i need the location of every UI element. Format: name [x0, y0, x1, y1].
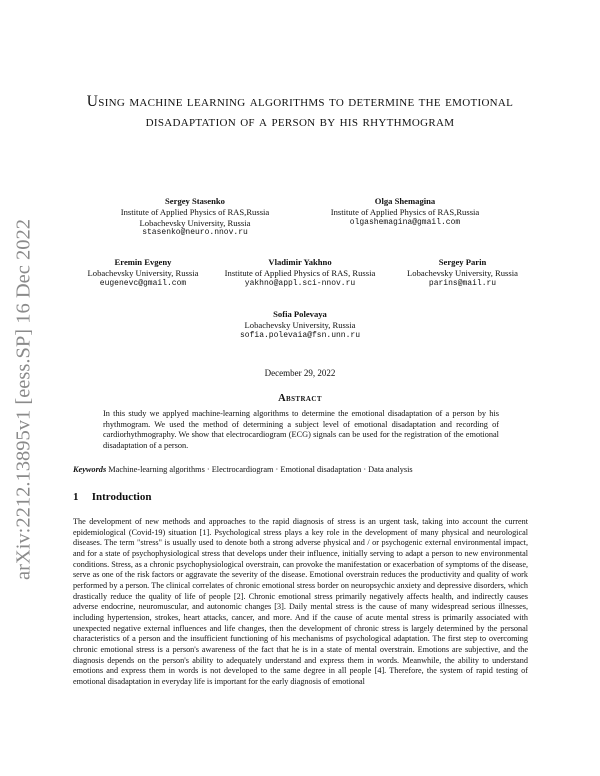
author-affiliation: Lobachevsky University, Russia — [87, 267, 199, 278]
keywords-label: Keywords — [73, 465, 107, 474]
author-name: Eremin Evgeny — [114, 257, 172, 267]
author-affiliation: Institute of Applied Physics of RAS, Russia — [224, 267, 376, 278]
author-email[interactable]: sofia.polevaia@fsn.unn.ru — [239, 330, 361, 340]
author-affiliation: Institute of Applied Physics of RAS,Russia — [330, 206, 480, 217]
author-name: Sofia Polevaya — [273, 309, 327, 319]
author-email[interactable]: parins@mail.ru — [428, 278, 497, 288]
abstract-text: In this study we applyed machine-learning algorithms to determine the emotional disadaptation of a person by his rhythmogram. We used the method of determining a subject level of emotional disadaptation and recording of cardiorhythmography. We show that electrocardiogram (ECG) signals can be used for the registration of the emotional disadaptation of a person. — [103, 409, 499, 450]
author-name: Sergey Stasenko — [165, 196, 225, 206]
author-name: Olga Shemagina — [374, 196, 436, 206]
author-block — [390, 257, 535, 289]
author-name: Vladimir Yakhno — [268, 257, 332, 267]
author-email[interactable]: yakhno@appl.sci-nnov.ru — [244, 278, 356, 288]
keywords-text: Machine-learning algorithms · Electrocardiogram · Emotional disadaptation · Data analysis — [108, 465, 413, 474]
section-number: 1 — [73, 491, 79, 503]
author-block — [220, 309, 380, 341]
author-email[interactable]: olgashemagina@gmail.com — [349, 217, 461, 227]
paper-date: December 29, 2022 — [264, 368, 336, 378]
author-affiliation: Lobachevsky University, Russia — [407, 267, 518, 278]
paper-title: Using machine learning algorithms to determine the emotional disadaptation of a person by his rhythmogram — [86, 93, 514, 130]
abstract-heading: Abstract — [278, 393, 322, 404]
author-affiliation: Institute of Applied Physics of RAS,Russia — [120, 206, 270, 217]
author-name: Sergey Parin — [438, 257, 487, 267]
keywords-line — [73, 465, 533, 474]
author-block — [95, 196, 295, 239]
author-affiliation: Lobachevsky University, Russia — [244, 319, 356, 330]
introduction-paragraph: The development of new methods and approaches to the rapid diagnosis of stress is an urgent task, taking into account the current epidemiological (Covid-19) situation [1]. Psychological stress plays a key role in the development of many physical and neurological diseases. The term "stress" is usually used to denote both a strong adverse physical and / or psychogenic external environmental impact, and for a state of psychophysiological stress that develops under their influence, initially serving to adapt a person to new environmental conditions. Stress, as a chronic psychophysiological overstrain, can provoke the manifestation or exacerbation of symptoms of the disease, serve as one of the risk factors or aggravate the severity of the disease. Emotional overstrain reduces the productivity and quality of work performed by a person. The clinical correlates of chronic emotional stress border on neuropsychic anxiety and depressive disorders, which drastically reduce the quality of life of people [2]. Chronic emotional stress primarily negatively affects health, and indirectly causes adverse endocrine, neuromuscular, and autonomic changes [3]. Daily mental stress is the cause of many widespread serious illnesses, including hypertension, strokes, heart attacks, cancer, and more. And if the cause of acute mental stress is primarily associated with unexpected negative external influences and life changes, then the development of chronic stress is largely determined by the personal characteristics of a person and the insufficient functioning of his mechanisms of psychological adaptation. The first step to overcoming chronic emotional stress is a person's awareness of the fact that he is in a state of mental overstrain. Emotions are subjective, and the diagnosis depends on the person's ability to adequately understand and express them in words. Meanwhile, the ability to understand emotions and express them in words is not developed to the same degree in all people [4]. Therefore, the system of rapid testing of emotional disadaptation in everyday life is important for the early diagnosis of emotional — [73, 517, 528, 686]
section-heading — [73, 491, 151, 503]
author-email[interactable]: eugenevc@gmail.com — [99, 278, 187, 288]
author-block — [68, 257, 218, 289]
author-block — [300, 196, 510, 228]
author-email[interactable]: stasenko@neuro.nnov.ru — [142, 228, 248, 238]
arxiv-identifier: arXiv:2212.13895v1 [eess.SP] 16 Dec 2022 — [12, 219, 35, 580]
author-affiliation: Lobachevsky University, Russia — [139, 217, 251, 228]
author-block — [210, 257, 390, 289]
section-title: Introduction — [91, 491, 152, 503]
